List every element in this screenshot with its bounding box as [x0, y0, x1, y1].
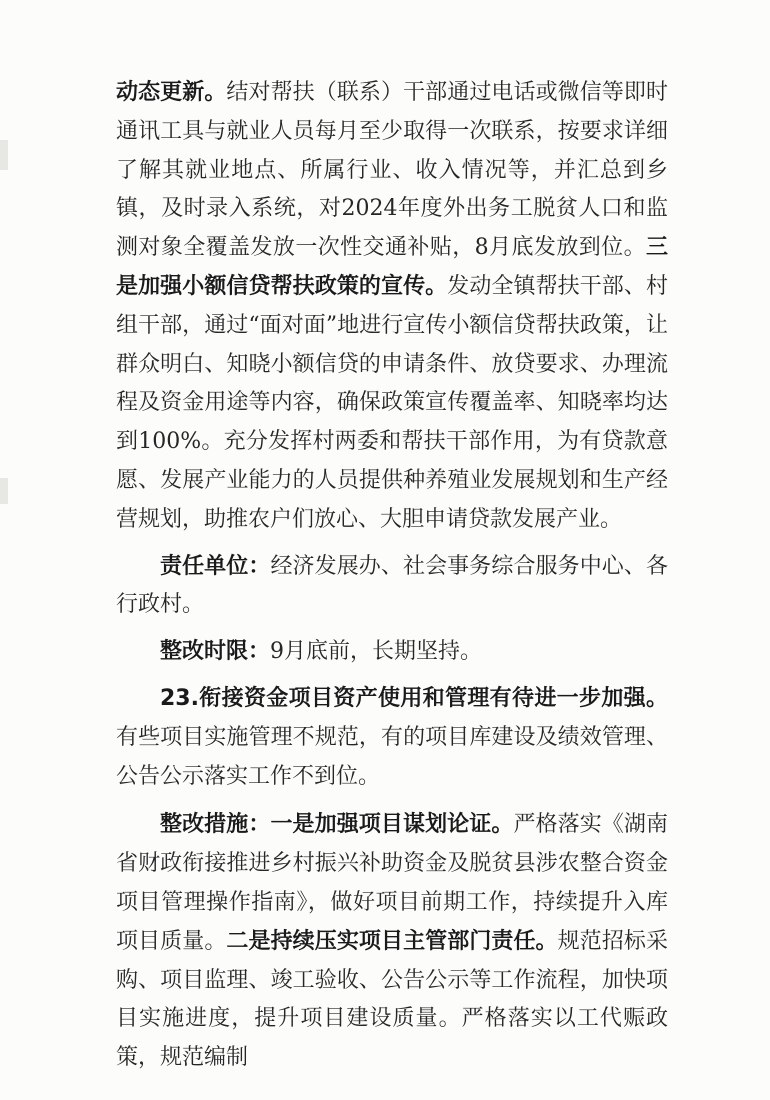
paragraph-item-23	[116, 680, 668, 796]
measure-1-heading: 一是加强项目谋划论证。	[270, 812, 514, 838]
bold-run: 动态更新。	[116, 80, 227, 105]
paragraph-measures	[116, 806, 668, 1078]
measure-1-text: 严格落实《湖南省财政衔接推进乡村振兴补助资金及脱贫县涉农整合资金项目管理操作指南》，做好项目前期工作，持续提升入库项目质量。	[116, 812, 668, 954]
label-deadline: 整改时限：	[160, 639, 271, 665]
text-run: 发动全镇帮扶干部、村组干部，通过“面对面”地进行宣传小额信贷帮扶政策，让群众明白、知晓小额信贷的申请条件、放贷要求、办理流程及资金用途等内容，确保政策宣传覆盖率、知晓率均达到100%。充分发挥村两委和帮扶干部作用，为有贷款意愿、发展产业能力的人员提供种养殖业发展规划和生产经营规划，助推农户们放心、大胆申请贷款发展产业。	[116, 273, 668, 532]
text-run: 结对帮扶（联系）干部通过电话或微信等即时通讯工具与就业人员每月至少取得一次联系，按要求详细了解其就业地点、所属行业、收入情况等，并汇总到乡镇，及时录入系统，对2024年度外出务工脱贫人口和监测对象全覆盖发放一次性交通补贴，8月底发放到位。	[116, 80, 668, 261]
label-measures: 整改措施：	[160, 812, 271, 838]
item-23-heading: 23.衔接资金项目资产使用和管理有待进一步加强。	[160, 685, 668, 711]
label-responsible-unit: 责任单位：	[160, 553, 271, 579]
item-23-text: 有些项目实施管理不规范，有的项目库建设及绩效管理、公告公示落实工作不到位。	[116, 724, 668, 789]
measure-2-heading: 二是持续压实项目主管部门责任。	[226, 928, 558, 954]
value-deadline: 9月底前，长期坚持。	[270, 639, 483, 665]
bold-run: 三是加强小额信贷帮扶政策的宣传。	[116, 235, 668, 299]
paragraph-1	[116, 74, 668, 540]
paragraph-deadline	[116, 633, 668, 672]
paragraph-responsible-unit	[116, 548, 668, 626]
scan-mark-bottom	[0, 478, 8, 504]
measure-2-text: 规范招标采购、项目监理、竣工验收、公告公示等工作流程，加快项目实施进度，提升项目建设质量。严格落实以工代赈政策，规范编制	[116, 928, 668, 1071]
value-responsible-unit: 经济发展办、社会事务综合服务中心、各行政村。	[116, 553, 668, 618]
scan-mark-top	[0, 140, 8, 170]
document-body	[116, 74, 668, 1078]
